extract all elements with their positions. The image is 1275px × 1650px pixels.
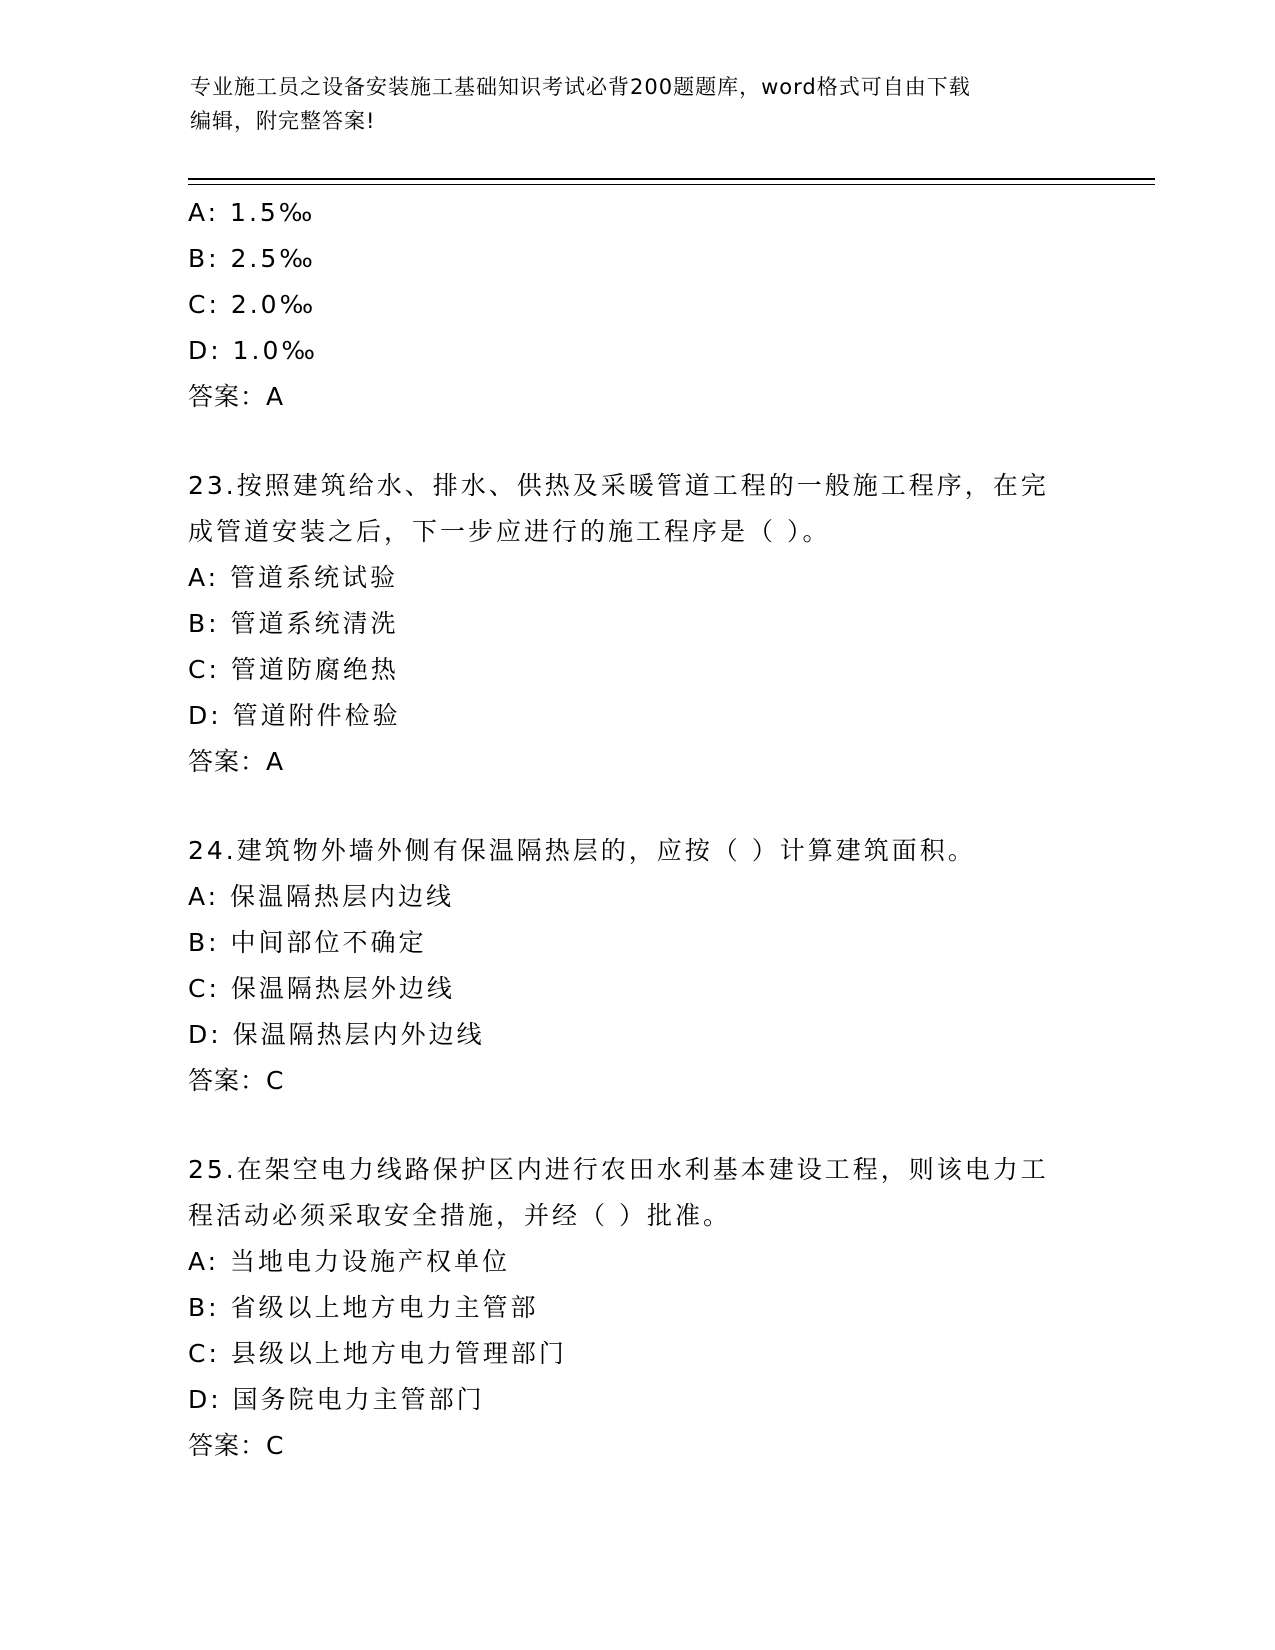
question-25 — [188, 1147, 1088, 1469]
question-22-continued — [188, 190, 1088, 420]
question-spacer — [188, 785, 1088, 828]
answer-line: 答案：C — [188, 1431, 285, 1460]
option-c: C: 2.0‰ — [188, 290, 317, 319]
option-a: A: 管道系统试验 — [188, 563, 399, 592]
option-b: B: 中间部位不确定 — [188, 928, 427, 957]
header-title-line-2: 编辑，附完整答案! — [190, 109, 376, 133]
option-d: D: 管道附件检验 — [188, 701, 401, 730]
question-23 — [188, 463, 1088, 785]
option-a: A: 1.5‰ — [188, 198, 316, 227]
question-spacer — [188, 1104, 1088, 1147]
option-c: C: 管道防腐绝热 — [188, 655, 399, 684]
question-24 — [188, 828, 1088, 1104]
answer-line: 答案：C — [188, 1066, 285, 1095]
answer-line: 答案：A — [188, 382, 285, 411]
question-stem-line-1: 23.按照建筑给水、排水、供热及采暖管道工程的一般施工程序，在完 — [188, 471, 1049, 500]
question-spacer — [188, 420, 1088, 463]
option-d: D: 1.0‰ — [188, 336, 318, 365]
question-list — [188, 190, 1088, 1469]
question-stem-line-1: 25.在架空电力线路保护区内进行农田水利基本建设工程，则该电力工 — [188, 1155, 1049, 1184]
option-c: C: 县级以上地方电力管理部门 — [188, 1339, 567, 1368]
question-stem-line-2: 程活动必须采取安全措施，并经（ ）批准。 — [188, 1201, 731, 1230]
header-divider-thin — [188, 184, 1155, 185]
question-stem-line-2: 成管道安装之后，下一步应进行的施工程序是（ ）。 — [188, 517, 831, 546]
option-b: B: 省级以上地方电力主管部 — [188, 1293, 539, 1322]
option-d: D: 国务院电力主管部门 — [188, 1385, 485, 1414]
answer-line: 答案：A — [188, 747, 285, 776]
header-divider-thick — [188, 178, 1155, 180]
document-header — [190, 70, 1090, 138]
option-a: A: 当地电力设施产权单位 — [188, 1247, 511, 1276]
option-b: B: 2.5‰ — [188, 244, 316, 273]
option-d: D: 保温隔热层内外边线 — [188, 1020, 485, 1049]
question-stem-line-1: 24.建筑物外墙外侧有保温隔热层的，应按（ ）计算建筑面积。 — [188, 836, 976, 865]
header-title-line-1: 专业施工员之设备安装施工基础知识考试必背200题题库，word格式可自由下载 — [190, 75, 971, 99]
option-c: C: 保温隔热层外边线 — [188, 974, 455, 1003]
option-b: B: 管道系统清洗 — [188, 609, 399, 638]
option-a: A: 保温隔热层内边线 — [188, 882, 455, 911]
